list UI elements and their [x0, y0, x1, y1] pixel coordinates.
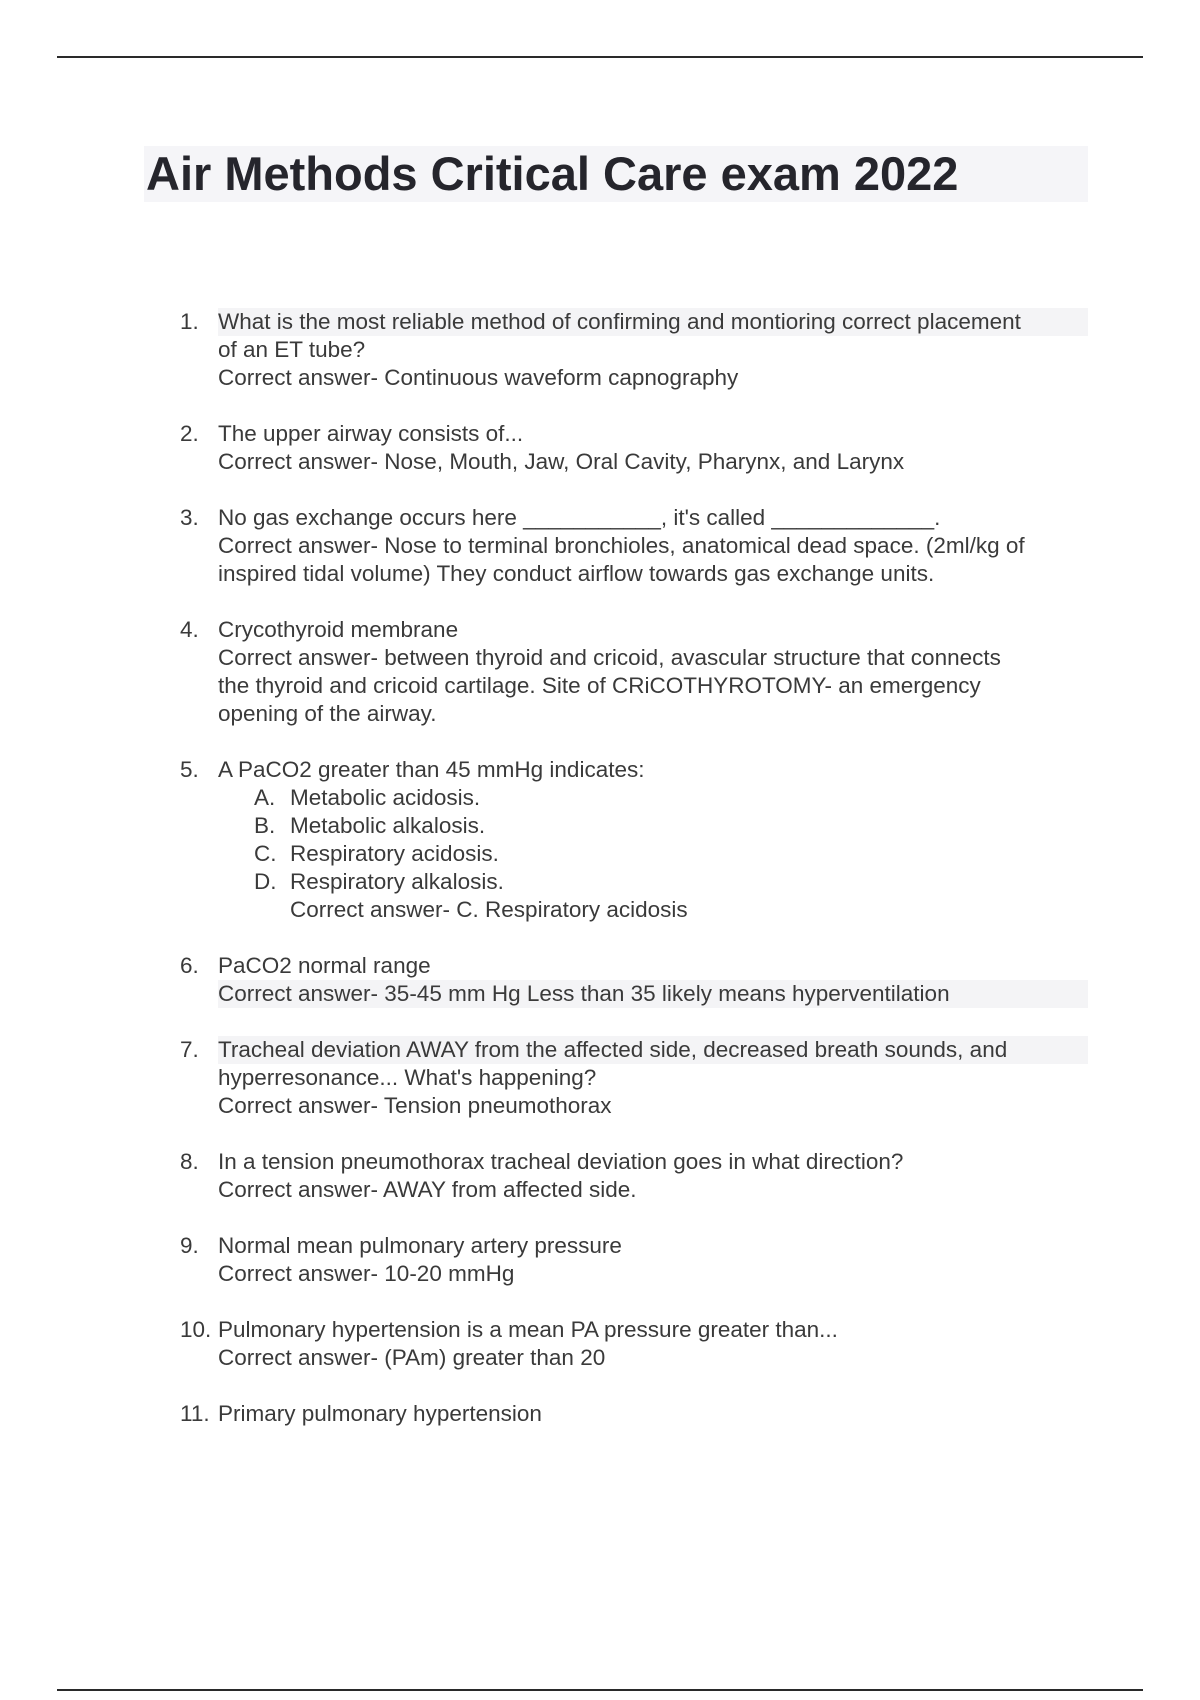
question-line: In a tension pneumothorax tracheal deviation goes in what direction? — [218, 1149, 904, 1174]
answer-line: Correct answer- 10-20 mmHg — [218, 1261, 515, 1286]
answer-line: Correct answer- (PAm) greater than 20 — [218, 1345, 606, 1370]
answer-options — [218, 784, 1088, 896]
option-text: Metabolic alkalosis. — [290, 813, 486, 838]
question-body — [218, 952, 1088, 1008]
question-list — [0, 308, 1200, 1456]
question-body — [218, 1036, 1088, 1120]
answer-line: Correct answer- Tension pneumothorax — [218, 1093, 612, 1118]
question-2 — [0, 420, 1200, 476]
answer-line: opening of the airway. — [218, 701, 437, 726]
question-5 — [0, 756, 1200, 924]
option-text: Respiratory alkalosis. — [290, 869, 504, 894]
option-label: C. — [254, 841, 277, 866]
question-line: Pulmonary hypertension is a mean PA pressure greater than... — [218, 1317, 838, 1342]
question-1 — [0, 308, 1200, 392]
top-rule — [57, 56, 1143, 58]
option-c — [254, 840, 1088, 868]
question-line: No gas exchange occurs here ___________, it's called _____________. — [218, 505, 941, 530]
question-line: PaCO2 normal range — [218, 953, 431, 978]
answer-line: Correct answer- C. Respiratory acidosis — [290, 897, 688, 922]
question-line: hyperresonance... What's happening? — [218, 1065, 597, 1090]
question-line: Crycothyroid membrane — [218, 617, 459, 642]
question-number: 4. — [180, 617, 199, 642]
question-number: 10. — [180, 1317, 212, 1342]
question-line: A PaCO2 greater than 45 mmHg indicates: — [218, 757, 645, 782]
question-body — [218, 420, 1088, 476]
question-number: 1. — [180, 309, 199, 334]
question-number: 3. — [180, 505, 199, 530]
question-number: 9. — [180, 1233, 199, 1258]
question-4 — [0, 616, 1200, 728]
question-line: The upper airway consists of... — [218, 421, 524, 446]
question-6 — [0, 952, 1200, 1008]
option-label: A. — [254, 785, 276, 810]
question-line: What is the most reliable method of confirming and montioring correct placement — [218, 308, 1088, 336]
question-10 — [0, 1316, 1200, 1372]
question-body — [218, 1400, 1088, 1428]
option-b — [254, 812, 1088, 840]
question-11 — [0, 1400, 1200, 1428]
answer-line: inspired tidal volume) They conduct airflow towards gas exchange units. — [218, 561, 935, 586]
option-text: Respiratory acidosis. — [290, 841, 499, 866]
bottom-rule — [57, 1689, 1143, 1691]
question-8 — [0, 1148, 1200, 1204]
question-line: of an ET tube? — [218, 337, 366, 362]
answer-line: Correct answer- Continuous waveform capnography — [218, 365, 739, 390]
answer-line: Correct answer- Nose, Mouth, Jaw, Oral Cavity, Pharynx, and Larynx — [218, 449, 905, 474]
question-number: 5. — [180, 757, 199, 782]
option-a — [254, 784, 1088, 812]
question-9 — [0, 1232, 1200, 1288]
answer-line: the thyroid and cricoid cartilage. Site of CRiCOTHYROTOMY- an emergency — [218, 673, 981, 698]
question-body — [218, 1232, 1088, 1288]
question-line: Primary pulmonary hypertension — [218, 1401, 542, 1426]
question-body — [218, 308, 1088, 392]
answer-line: Correct answer- Nose to terminal bronchioles, anatomical dead space. (2ml/kg of — [218, 533, 1025, 558]
question-body — [218, 616, 1088, 728]
question-body — [218, 1148, 1088, 1204]
option-d — [254, 868, 1088, 896]
question-body — [218, 756, 1088, 924]
question-3 — [0, 504, 1200, 588]
question-number: 11. — [180, 1401, 210, 1426]
answer-line: Correct answer- 35-45 mm Hg Less than 35 likely means hyperventilation — [218, 980, 1088, 1008]
option-text: Metabolic acidosis. — [290, 785, 481, 810]
question-number: 6. — [180, 953, 199, 978]
question-7 — [0, 1036, 1200, 1120]
question-number: 8. — [180, 1149, 199, 1174]
question-number: 2. — [180, 421, 199, 446]
question-number: 7. — [180, 1037, 199, 1062]
answer-line: Correct answer- between thyroid and cricoid, avascular structure that connects — [218, 645, 1001, 670]
question-body — [218, 504, 1088, 588]
option-label: B. — [254, 813, 276, 838]
question-line: Tracheal deviation AWAY from the affected side, decreased breath sounds, and — [218, 1036, 1088, 1064]
option-label: D. — [254, 869, 277, 894]
answer-line: Correct answer- AWAY from affected side. — [218, 1177, 637, 1202]
question-line: Normal mean pulmonary artery pressure — [218, 1233, 622, 1258]
page-title: Air Methods Critical Care exam 2022 — [144, 146, 1088, 202]
question-body — [218, 1316, 1088, 1372]
